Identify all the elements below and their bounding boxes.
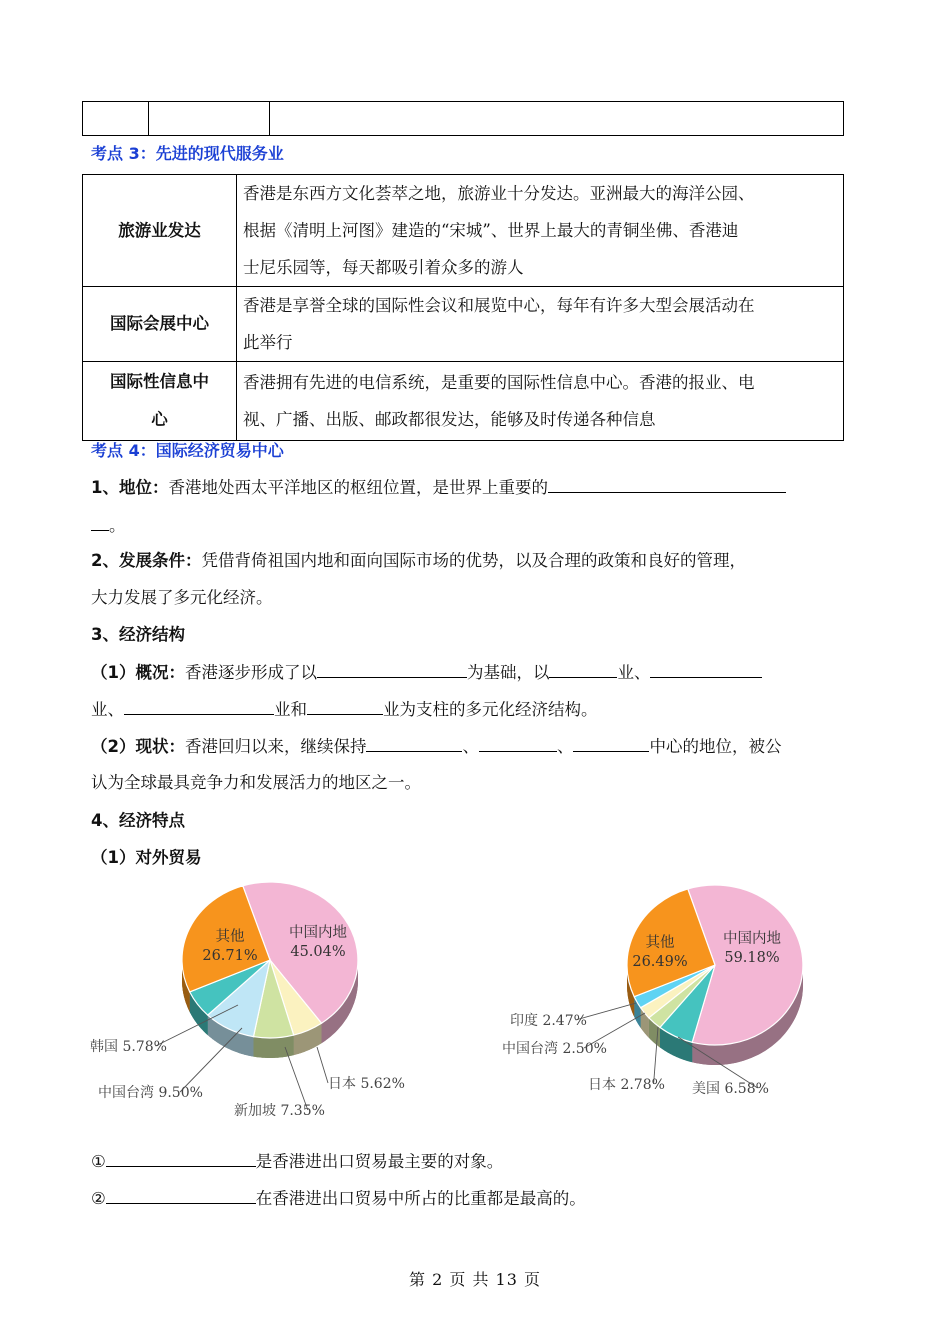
- fill-blank[interactable]: [317, 661, 467, 678]
- q1-line: [91, 1150, 503, 1173]
- text-line: 视、广播、出版、邮政都很发达，能够及时传递各种信息: [243, 410, 656, 429]
- q2-line: [91, 1187, 586, 1210]
- text-line: 香港拥有先进的电信系统，是重要的国际性信息中心。香港的报业、电: [243, 373, 755, 392]
- p3b-line2: 认为全球最具竞争力和发展活力的地区之一。: [91, 773, 421, 792]
- fill-blank[interactable]: [106, 1187, 256, 1204]
- q2-text: 在香港进出口贸易中所占的比重都是最高的。: [255, 1189, 586, 1208]
- pie-outer-label: 日本 2.78%: [588, 1077, 665, 1093]
- pie-chart-export: [80, 875, 440, 1125]
- pie-slice-value: 59.18%: [724, 950, 780, 966]
- fill-blank[interactable]: [91, 514, 109, 531]
- q1-text: 是香港进出口贸易最主要的对象。: [255, 1152, 504, 1171]
- leader-line: [317, 1047, 328, 1083]
- p3a-line: [91, 661, 762, 684]
- page-footer: 第 2 页 共 13 页: [409, 1270, 541, 1289]
- text: 业、: [617, 663, 651, 682]
- p1-end: 。: [109, 516, 126, 535]
- pie-outer-label: 韩国 5.78%: [90, 1039, 167, 1055]
- pie-outer-label: 中国台湾 9.50%: [98, 1085, 203, 1101]
- row-text-tourism: [237, 175, 844, 287]
- fill-blank[interactable]: [106, 1150, 256, 1167]
- table-row: [83, 287, 844, 362]
- p1-line: [91, 476, 786, 499]
- row-head-info: [83, 362, 237, 441]
- text-line: 士尼乐园等，每天都吸引着众多的游人: [243, 258, 524, 277]
- pie-slice-label: 中国内地: [723, 931, 781, 947]
- head-line: 国际性信息中: [110, 372, 209, 391]
- fill-blank[interactable]: [549, 661, 617, 678]
- p3a-label: （1）概况：: [91, 663, 185, 682]
- pie-slice-label: 其他: [215, 929, 245, 945]
- top-table-cell: [149, 102, 270, 136]
- q2-mark: ②: [91, 1189, 106, 1208]
- p1-text: 香港地处西太平洋地区的枢纽位置，是世界上重要的: [168, 478, 548, 497]
- pie-chart-import: [490, 875, 830, 1125]
- pie-slice-label: 其他: [645, 935, 675, 951]
- q1-mark: ①: [91, 1152, 106, 1171]
- top-table: [82, 101, 844, 136]
- text: 、: [462, 737, 479, 756]
- top-table-cell: [83, 102, 149, 136]
- p3a-line2: [91, 698, 598, 721]
- table-row: [83, 175, 844, 287]
- p4a-label: （1）对外贸易: [91, 848, 202, 867]
- fill-blank[interactable]: [366, 735, 462, 752]
- p2-text: 凭借背倚祖国内地和面向国际市场的优势，以及合理的政策和良好的管理，: [201, 551, 746, 570]
- p1-line2: [91, 514, 126, 537]
- pie-outer-label: 美国 6.58%: [692, 1081, 769, 1097]
- p4-label: 4、经济特点: [91, 811, 185, 830]
- pie-outer-label: 中国台湾 2.50%: [502, 1041, 607, 1057]
- text: 业、: [91, 700, 124, 719]
- pie-slice-value: 26.71%: [202, 948, 258, 964]
- p2-line: [91, 550, 746, 572]
- pie-outer-label: 新加坡 7.35%: [234, 1103, 325, 1119]
- fill-blank[interactable]: [479, 735, 557, 752]
- p3b-line: [91, 735, 781, 758]
- table-row: [83, 362, 844, 441]
- top-table-cell: [270, 102, 844, 136]
- text: 业和: [274, 700, 307, 719]
- head-line: 心: [151, 410, 168, 429]
- text: 为基础，以: [466, 663, 550, 682]
- fill-blank[interactable]: [650, 661, 762, 678]
- fill-blank[interactable]: [548, 476, 786, 493]
- row-head-exhibition: 国际会展中心: [83, 287, 237, 362]
- pie-outer-label: 日本 5.62%: [328, 1076, 405, 1092]
- section3-title: 考点 3：先进的现代服务业: [91, 144, 284, 163]
- services-table: [82, 174, 844, 441]
- text-line: 香港是享誉全球的国际性会议和展览中心，每年有许多大型会展活动在: [243, 296, 755, 315]
- section4-title: 考点 4：国际经济贸易中心: [91, 441, 284, 460]
- text: 香港逐步形成了以: [184, 663, 317, 682]
- p2-line2: 大力发展了多元化经济。: [91, 588, 273, 607]
- text-line: 根据《清明上河图》建造的“宋城”、世界上最大的青铜坐佛、香港迪: [243, 221, 739, 240]
- p3-label: 3、经济结构: [91, 625, 185, 644]
- text: 中心的地位，被公: [649, 737, 782, 756]
- text-line: 香港是东西方文化荟萃之地，旅游业十分发达。亚洲最大的海洋公园、: [243, 184, 755, 203]
- fill-blank[interactable]: [307, 698, 383, 715]
- pie-slice-value: 26.49%: [632, 954, 688, 970]
- text: 香港回归以来，继续保持: [184, 737, 367, 756]
- pie-slice-value: 45.04%: [290, 944, 346, 960]
- row-text-info: [237, 362, 844, 441]
- text: 、: [556, 737, 574, 756]
- text: 业为支柱的多元化经济结构。: [383, 700, 598, 719]
- fill-blank[interactable]: [573, 735, 649, 752]
- p1-label: 1、地位：: [91, 478, 169, 497]
- row-text-exhibition: [237, 287, 844, 362]
- p3b-label: （2）现状：: [91, 737, 185, 756]
- text-line: 此举行: [243, 333, 293, 352]
- leader-line: [285, 1047, 308, 1110]
- fill-blank[interactable]: [124, 698, 274, 715]
- pie-slice-label: 中国内地: [289, 925, 347, 941]
- row-head-tourism: 旅游业发达: [83, 175, 237, 287]
- p2-label: 2、发展条件：: [91, 551, 202, 570]
- pie-outer-label: 印度 2.47%: [510, 1013, 587, 1029]
